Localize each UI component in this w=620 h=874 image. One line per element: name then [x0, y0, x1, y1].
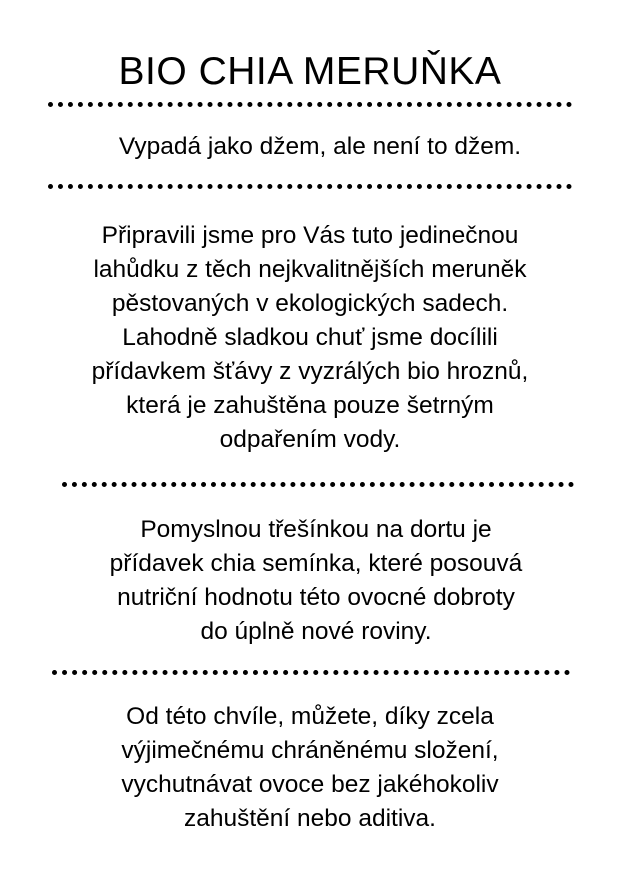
text-line: vychutnávat ovoce bez jakéhokoliv [121, 771, 499, 798]
divider-4 [52, 670, 570, 675]
divider-2 [48, 184, 572, 189]
text-line: do úplně nové roviny. [200, 618, 432, 645]
text-line: zahuštění nebo aditiva. [184, 805, 436, 832]
text-line: pěstovaných v ekologických sadech. [111, 290, 509, 317]
divider-3 [62, 482, 574, 487]
text-line: výjimečnému chráněnému složení, [121, 737, 499, 764]
text-line: přídavek chia semínka, které posouvá [109, 550, 523, 577]
text-line: odpařením vody. [219, 426, 401, 453]
text-line: Připravili jsme pro Vás tuto jedinečnou [101, 222, 519, 249]
page-title: BIO CHIA MERUŇKA [118, 50, 502, 93]
text-line: přídavkem šťávy z vyzrálých bio hroznů, [91, 358, 529, 385]
text-line: lahůdku z těch nejkvalitnějších meruněk [93, 256, 527, 283]
intro-paragraph [0, 130, 620, 164]
closing-paragraph [0, 700, 620, 836]
text-line: Pomyslnou třešínkou na dortu je [140, 516, 492, 543]
text-line: Vypadá jako džem, ale není to džem. [118, 133, 522, 160]
text-line: Lahodně sladkou chuť jsme docílili [122, 324, 498, 351]
text-line: která je zahuštěna pouze šetrným [126, 392, 494, 419]
text-line: nutriční hodnotu této ovocné dobroty [117, 584, 515, 611]
chia-paragraph [0, 513, 620, 649]
description-paragraph [0, 219, 620, 457]
text-line: Od této chvíle, můžete, díky zcela [126, 703, 494, 730]
divider-1 [48, 102, 572, 107]
